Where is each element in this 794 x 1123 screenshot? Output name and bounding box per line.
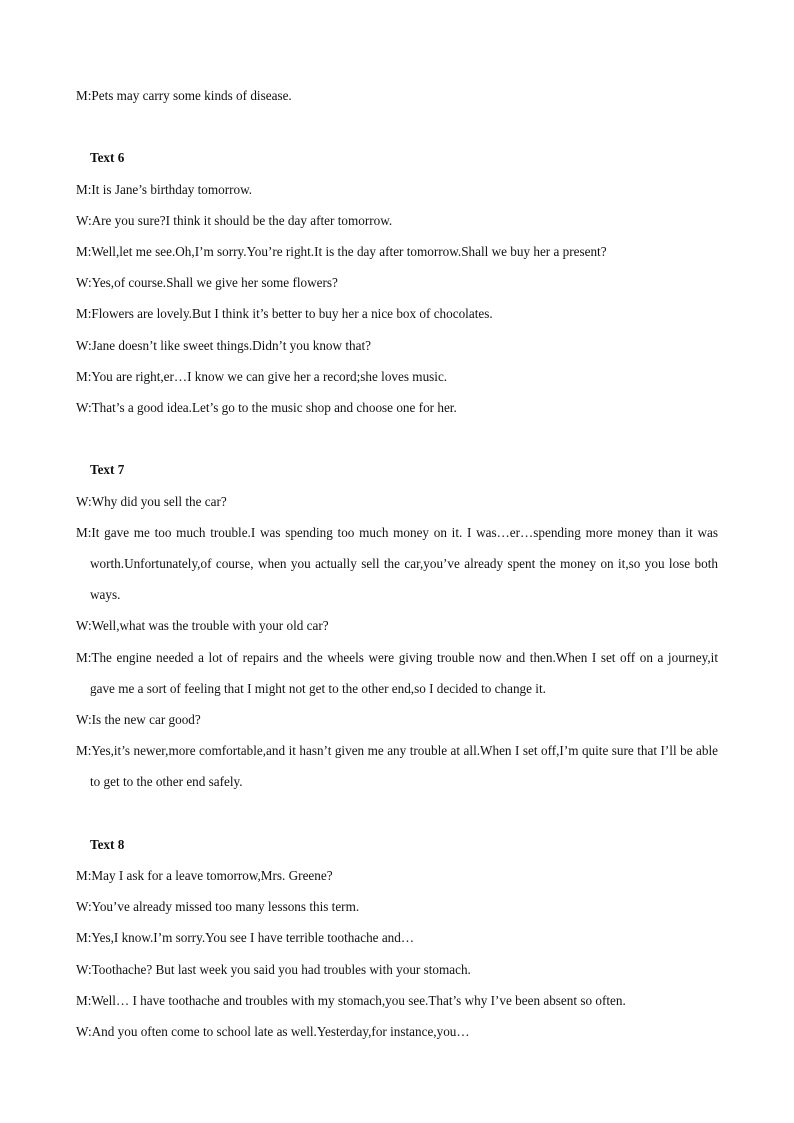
section-spacer [76, 423, 718, 454]
dialogue-line: W:Jane doesn’t like sweet things.Didn’t you know that? [76, 337, 371, 353]
section-heading: Text 7 [90, 462, 125, 478]
transcript-content [76, 80, 718, 1047]
dialogue-line: W:Why did you sell the car? [76, 493, 227, 509]
dialogue-text: M:It gave me too much trouble.I was spending too much money on it. I was…er…spending more money than it was worth.Unfortunately,of course, when you actually sell the car,you’ve already spent the money on it,so you lose both ways. [76, 524, 718, 603]
section-spacer [76, 111, 718, 142]
section-spacer [76, 798, 718, 829]
section-heading: Text 8 [90, 836, 125, 852]
dialogue-line: W:Are you sure?I think it should be the day after tomorrow. [76, 212, 393, 228]
dialogue-text: M:Yes,it’s newer,more comfortable,and it hasn’t given me any trouble at all.When I set off,I’m quite sure that I’ll be able to get to the other end safely. [76, 743, 718, 790]
dialogue-line: W:Well,what was the trouble with your old car? [76, 618, 329, 634]
dialogue-text: M:The engine needed a lot of repairs and the wheels were giving trouble now and then.When I set off on a journey,it gave me a sort of feeling that I might not get to the other end,so I decided to change it. [76, 649, 718, 696]
dialogue-line: W:You’ve already missed too many lessons this term. [76, 899, 360, 915]
dialogue-paragraph [76, 517, 718, 611]
dialogue-line: M:It is Jane’s birthday tomorrow. [76, 181, 253, 197]
dialogue-line: M:Well,let me see.Oh,I’m sorry.You’re right.It is the day after tomorrow.Shall we buy her a present? [76, 244, 607, 259]
dialogue-line: W:Toothache? But last week you said you had troubles with your stomach. [76, 961, 471, 977]
dialogue-paragraph [76, 642, 718, 704]
dialogue-line: M:Well… I have toothache and troubles with my stomach,you see.That’s why I’ve been absent so often. [76, 992, 626, 1008]
dialogue-line: W:Yes,of course.Shall we give her some flowers? [76, 275, 338, 291]
dialogue-line: M:Flowers are lovely.But I think it’s better to buy her a nice box of chocolates. [76, 306, 493, 322]
dialogue-line: W:That’s a good idea.Let’s go to the music shop and choose one for her. [76, 400, 457, 416]
dialogue-line: M:You are right,er…I know we can give her a record;she loves music. [76, 368, 448, 384]
dialogue-line: W:And you often come to school late as well.Yesterday,for instance,you… [76, 1024, 470, 1040]
dialogue-line: M:Pets may carry some kinds of disease. [76, 88, 292, 103]
section-heading: Text 6 [90, 150, 125, 166]
dialogue-line: W:Is the new car good? [76, 712, 201, 728]
dialogue-paragraph [76, 735, 718, 797]
dialogue-line: M:May I ask for a leave tomorrow,Mrs. Greene? [76, 868, 333, 884]
dialogue-line: M:Yes,I know.I’m sorry.You see I have terrible toothache and… [76, 930, 415, 946]
